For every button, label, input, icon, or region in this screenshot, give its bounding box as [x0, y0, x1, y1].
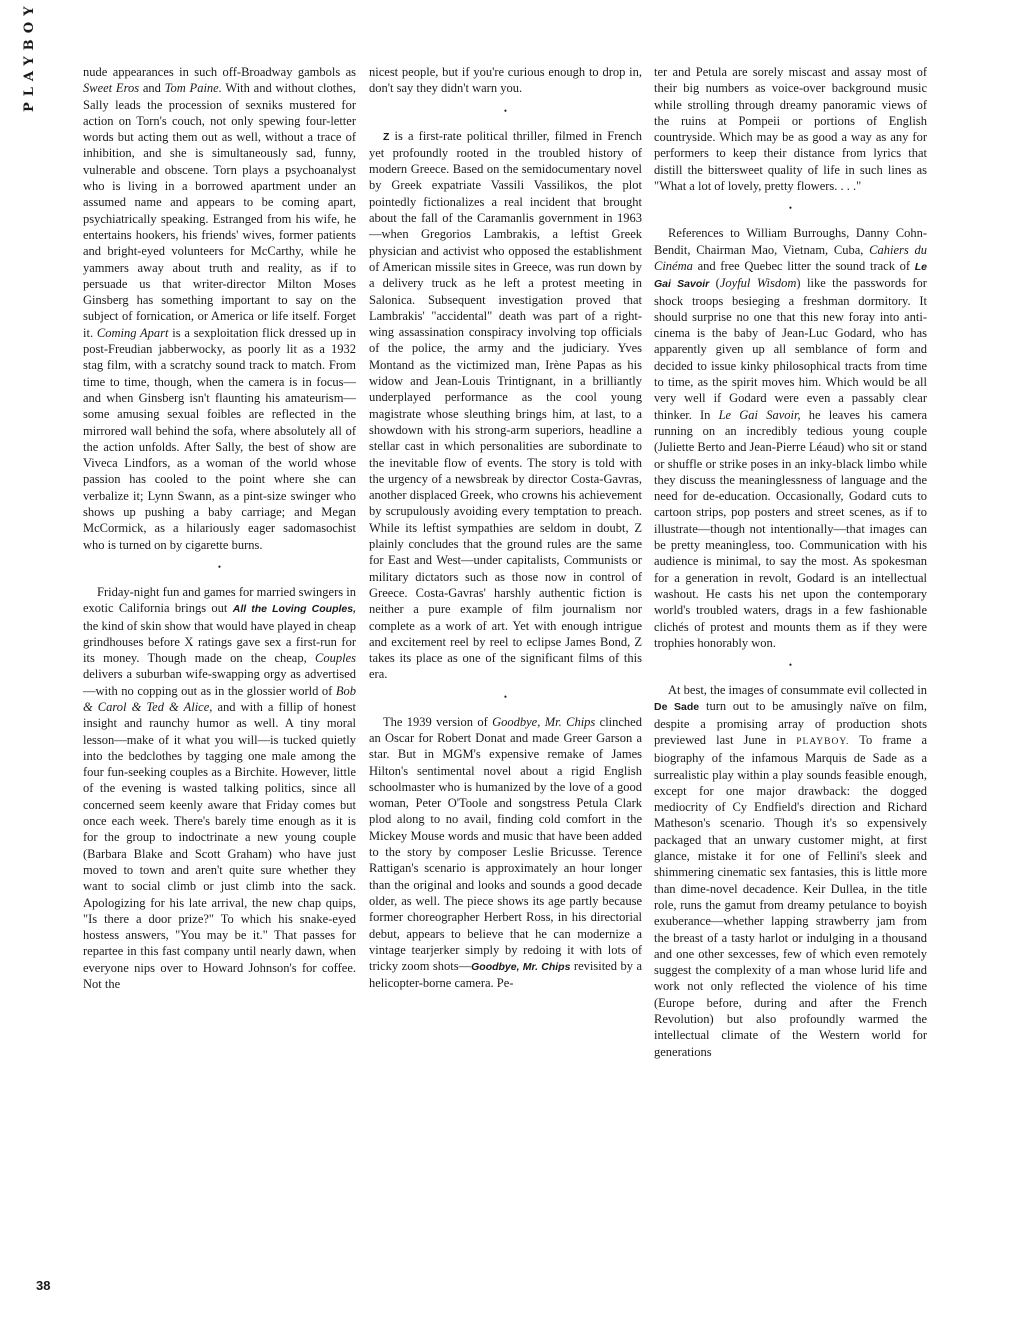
styled-text: All the Loving Couples, [232, 603, 356, 616]
styled-text: Z [383, 130, 390, 143]
body-text: clinched an Oscar for Robert Donat and made Greer Garson a star. But in MGM's expensive remake of James Hilton's sentimental novel about a rigid English schoolmaster who is humanized by the love of a good woman, Peter O'Toole and songstress Petula Clark plod along to no avail, finding cold comfort in the Mickey Mouse words and music that have been added to the story by composer Leslie Bricusse. Terence Rattigan's scenario is approximately an hour longer than the original and looks and sounds a good decade older, as well. The piece shows its age partly because former choreographer Herbert Ross, in his directorial debut, appears to believe that he can modernize a vintage tearjerker simply by redoing it with lots of tricky zoom shots— [369, 714, 642, 974]
styled-text: Le Gai Savoir [654, 260, 927, 291]
article-paragraph [83, 584, 356, 992]
article-paragraph [369, 714, 642, 992]
article-paragraph [654, 225, 927, 651]
body-text: delivers a suburban wife-swapping orgy as advertised—with no copping out as in the glossier world of [83, 667, 356, 698]
body-text: nude appearances in such off-Broadway gambols as [83, 65, 356, 79]
body-text: is a sexploitation flick dressed up in post-Freudian jabberwocky, as poorly lit as a 1932 stag film, with a scratchy sound track to match. From time to time, though, when the camera is in focus—and when Ginsberg isn't flaunting his amateurism—some amusing sexual foibles are reflected in the mirrored wall behind the sofa, where absolutely all of the action unfolds. After Sally, the best of show are Viveca Lindfors, as a woman of the world whose passion has cooled to the point where she can verbalize it; Lynn Swann, as a pint-size swinger who shows up pushing a baby carriage; and Megan McCormick, as a hilariously eager sadomasochist who is turned on by cigarette burns. [83, 325, 357, 552]
body-text: Friday-night fun and games for married swingers in exotic California brings out [83, 584, 356, 616]
masthead [22, 0, 56, 118]
body-text: References to William Burroughs, Danny Cohn-Bendit, Chairman Mao, Vietnam, Cuba, [654, 226, 927, 257]
body-text: The 1939 version of [383, 714, 493, 729]
masthead-title: PLAYBOY [22, 0, 37, 112]
body-text: At best, the images of consummate evil collected in [668, 683, 927, 698]
body-text: nicest people, but if you're curious enough to drop in, don't say they didn't warn you. [369, 65, 642, 96]
styled-text: PLAYBOY. [796, 736, 850, 747]
section-separator: • [788, 660, 793, 671]
section-separator: • [503, 691, 508, 702]
section-separator: • [503, 105, 508, 116]
styled-text: Le Gai Savoir, [718, 407, 801, 422]
styled-text: De Sade [654, 701, 700, 714]
body-text: ( [709, 276, 720, 291]
styled-text: Goodbye, Mr. Chips [492, 714, 596, 729]
styled-text: Goodbye, Mr. Chips [471, 961, 571, 974]
section-separator: • [217, 561, 222, 572]
body-text: he leaves his camera running on an incredibly tedious young couple (Juliette Berto and Jean-Pierre Léaud) who sit or stand or shuffle or strike poses in an inky-black limbo while they discuss the meaninglessness of language and the need for de-education. Occasionally, Godard cuts to cartoon strips, pop posters and street scenes, as if to illustrate—though not intentionally—that images can be pretty meaningless, too. Communication with his audience is minimal, to say the most. As spokesman for a generation in revolt, Godard is an intellectual washout. He casts his net upon the contemporary world's troubled waters, drags in a few fashionable clichés of protest and mounts them as if they were trophies honorably won. [654, 407, 927, 650]
body-text: and with a fillip of honest insight and raunchy humor as well. A tiny moral lesson—make of it what you will—is tucked quietly into the bedclothes by tagging one male among the four fun-seeking couples as a Birchite. However, little of the evening is wasted talking politics, since all concerned seem keenly aware that Friday comes but once each week. There's barely time enough as it is for the group to indoctrinate a new young couple (Barbara Blake and Scott Graham) who have just moved to town and aren't quite sure whether they want to social climb or just climb into the sack. Apologizing for his late arrival, the new chap quips, "Is there a door prize?" To which his snake-eyed hostess answers, "You may be it." That passes for repartee in this fast company until nearly dawn, when everyone nips over to Howard Johnson's for coffee. Not the [83, 699, 357, 992]
article-paragraph [369, 128, 642, 683]
column-1 [83, 64, 356, 992]
styled-text: Couples [315, 651, 356, 666]
body-text: To frame a biography of the infamous Marquis de Sade as a surrealistic play within a play sounds feasible enough, except for one major drawback: the dogged mediocrity of Cy Endfield's direction and Richard Matheson's scenario. Though it's so expensively packaged that an unwary customer might, at first glance, mistake it for one of Fellini's sleek and shimmering cinematic sex fantasies, this is little more than dime-novel decadence. Keir Dullea, in the title role, runs the gamut from dreamy petulance to boyish exuberance—whether lapping strawberry jam from the breast of a tasty harlot or indulging in a thousand and one other sexcesses, few of which even remotely suggest the complexity of a man whose lurid life and work not only reflected the violence of his time (Europe before, during and after the French Revolution) but also profoundly warmed the intellectual climate of the Western world for generations [654, 732, 927, 1059]
styled-text: Cahiers du Cinéma [654, 242, 927, 273]
section-separator: • [788, 203, 793, 214]
body-text: revisited by a helicopter-borne camera. Pe- [369, 959, 642, 991]
styled-text: Bob & Carol & Ted & Alice, [83, 683, 356, 714]
body-text: and [139, 81, 165, 96]
styled-text: Sweet Eros [83, 81, 140, 96]
body-text: is a first-rate political thriller, filmed in French yet profoundly rooted in the troubled history of modern Greece. Based on the semidocumentary novel by Greek expatriate Vassili Vassilikos, the plot pointedly fictionalizes a real incident that brought about the fall of the Caramanlis government in 1963—when Gregorios Lambrakis, a leftist Greek physician and activist who opposed the establishment of American missile sites in Greece, was run down by a delivery truck as he left a protest meeting in Salonica. Subsequent investigation proved that Lambrakis' "accidental" death was part of a right-wing assassination conspiracy involving top officials of the police, the army and the judiciary. Yves Montand as the victimized man, Irène Papas as his widow and Jean-Louis Trintignant, in a brilliantly underplayed performance as the cool young magistrate whose sleuthing brings him, at last, to a showdown with his strong-arm superiors, headline a stellar cast in which personalities are subordinate to the inevitable flow of events. The story is told with the urgency of a newsbreak by director Costa-Gavras, another displaced Greek, who crowns his achievement by scrupulously avoiding every temptation to preach. While its leftist sympathies are seldom in doubt, Z plainly concludes that the ground rules are the same for East and West—under capitalists, Communists or military dictators such as those now in control of Greece. Costa-Gavras' harshly authentic fiction is neither a pure example of film journalism nor complete as a work of art. Yet with enough intrigue and excitement reel by reel to eclipse James Bond, Z takes its place as one of the significant films of this era. [369, 128, 642, 682]
body-text: ter and Petula are sorely miscast and assay most of their big numbers as voice-over background music while strolling through dreamy panoramic views of the ruins at Pompeii or portions of English countryside. Which may be as good a way as any for performers to keep their distance from lyrics that distill the bittersweet quality of life in such lines as "What a lot of lovely, pretty flowers. . . ." [654, 65, 927, 194]
body-text: ) like the passwords for shock troops besieging a freshman dormitory. It should surprise no one that this new foray into anti-cinema is the baby of Jean-Luc Godard, who has apparently given up all semblance of form and decided to issue kinky philosophical tracts from time to time, as the spirit moves him. Which would be all very well if Godard were even a passably clear thinker. In [654, 276, 927, 422]
styled-text: Tom Paine. [164, 81, 222, 96]
column-2 [369, 64, 642, 992]
article-paragraph [83, 64, 356, 553]
body-text: turn out to be amusingly naïve on film, despite a promising array of production shots previewed last June in [654, 699, 927, 747]
page-number: 38 [36, 1278, 51, 1293]
article-paragraph [654, 64, 927, 194]
column-3 [654, 64, 927, 1060]
article-paragraph [369, 64, 642, 97]
body-text: the kind of skin show that would have played in cheap grindhouses before X ratings gave sex a first-run for its money. Though made on the cheap, [83, 618, 356, 666]
body-text: With and without clothes, Sally leads the procession of sexniks mustered for action on Torn's couch, not only spewing four-letter words but acting them out as well, without a trace of inhibition, and she is simultaneously sad, funny, vulnerable and obscene. Torn plays a psychoanalyst who is living in a borrowed apartment under an assumed name and appears to be coming apart, psychiatrically speaking. Estranged from his wife, he entertains hookers, his friends' wives, former patients and bright-eyed volunteers for McCarthy, while he yammers away about truth and reality, as if to persuade us that writer-director Milton Moses Ginsberg has something important to say on the subject of fornication, or America or life itself. Forget it. [83, 81, 356, 340]
body-text: and free Quebec litter the sound track of [692, 258, 915, 273]
article-paragraph [654, 682, 927, 1060]
styled-text: Joyful Wisdom [719, 276, 797, 291]
styled-text: Coming Apart [96, 325, 169, 340]
